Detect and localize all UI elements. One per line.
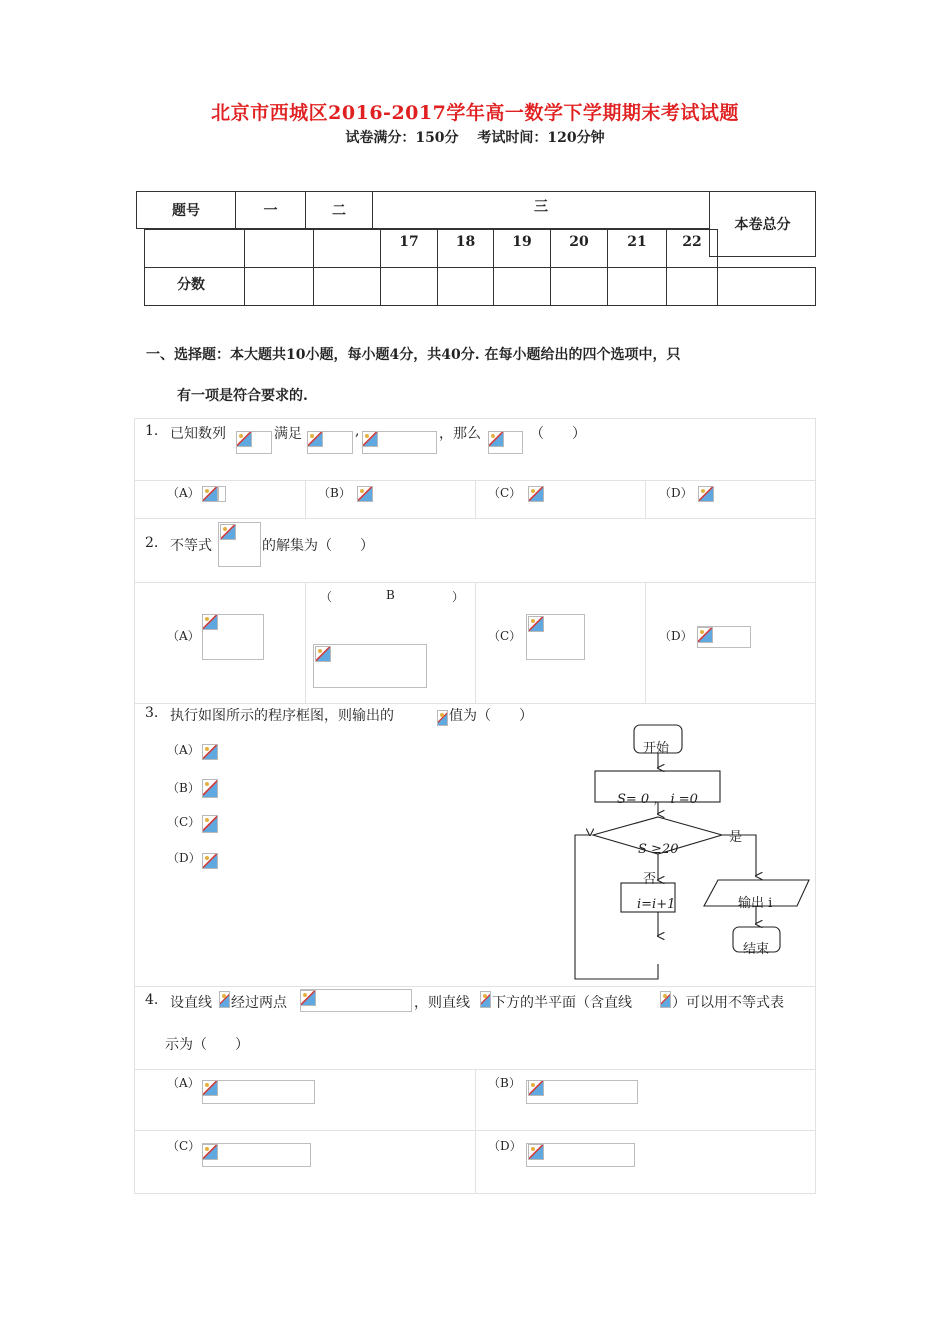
option-d-label[interactable]: （D）	[488, 1139, 522, 1153]
image-placeholder-icon	[219, 991, 230, 1008]
image-placeholder-icon	[362, 431, 378, 447]
section-heading-line2: 有一项是符合要求的.	[177, 388, 308, 404]
formula-image	[218, 486, 226, 502]
score-cell[interactable]	[437, 267, 494, 306]
flow-output-label: 输出 i	[738, 896, 773, 911]
image-placeholder-icon	[202, 1144, 218, 1160]
flowchart	[560, 718, 820, 986]
option-a-label[interactable]: （A）	[167, 743, 200, 757]
score-cell[interactable]	[666, 267, 718, 306]
question-text: ）可以用不等式表	[672, 995, 784, 1011]
question-text: ，那么	[439, 426, 481, 442]
table-header-section3: 三	[372, 191, 710, 229]
flow-inc-label: i=i+1	[637, 897, 676, 912]
image-placeholder-icon	[480, 991, 491, 1008]
question-text: 示为（ ）	[165, 1037, 249, 1053]
option-b-label[interactable]: B	[386, 588, 395, 602]
table-header-section1: 一	[235, 191, 306, 229]
table-cell-empty	[313, 229, 381, 268]
image-placeholder-icon	[528, 1080, 544, 1096]
question-number: 3.	[145, 705, 159, 721]
table-header-total: 本卷总分	[709, 191, 816, 257]
score-cell[interactable]	[550, 267, 608, 306]
table-cell-empty	[244, 229, 314, 268]
image-placeholder-icon	[315, 646, 331, 662]
option-b-paren-right: ）	[452, 590, 465, 604]
table-header-q18: 18	[437, 229, 494, 268]
flow-cond-label: S ≥20	[638, 842, 679, 857]
flow-yes-label: 是	[729, 830, 743, 845]
question-text: ，则直线	[414, 995, 470, 1011]
image-placeholder-icon	[236, 431, 252, 447]
option-c-label[interactable]: （C）	[488, 486, 522, 500]
option-d-label[interactable]: （D）	[659, 486, 693, 500]
table-header-q17: 17	[380, 229, 438, 268]
image-placeholder-icon	[202, 779, 218, 798]
question-text: 下方的半平面（含直线	[492, 995, 632, 1011]
answer-paren: （ ）	[530, 426, 586, 442]
option-c-label[interactable]: （C）	[167, 1139, 201, 1153]
question-text: 执行如图所示的程序框图，则输出的	[170, 708, 394, 724]
page-title: 北京市西城区2016-2017学年高一数学下学期期末考试试题	[211, 102, 739, 124]
option-c-label[interactable]: （C）	[488, 629, 522, 643]
image-placeholder-icon	[488, 431, 504, 447]
table-cell-empty	[144, 229, 245, 268]
table-header-q22: 22	[666, 229, 718, 268]
formula-image	[202, 1080, 315, 1104]
question-text: 设直线	[170, 995, 212, 1011]
question-text: 经过两点	[231, 995, 287, 1011]
score-cell[interactable]	[244, 267, 314, 306]
flow-no-label: 否	[643, 872, 657, 887]
option-d-label[interactable]: （D）	[167, 851, 201, 865]
image-placeholder-icon	[698, 486, 714, 502]
table-row-label-fenshu: 分数	[144, 267, 245, 306]
option-a-label[interactable]: （A）	[167, 629, 200, 643]
option-c-label[interactable]: （C）	[167, 815, 201, 829]
score-cell[interactable]	[313, 267, 381, 306]
option-a-label[interactable]: （A）	[167, 486, 200, 500]
option-d-label[interactable]: （D）	[659, 629, 693, 643]
score-cell-total[interactable]	[717, 267, 816, 306]
option-b-label[interactable]: （B）	[167, 781, 200, 795]
image-placeholder-icon	[660, 991, 671, 1008]
image-placeholder-icon	[300, 990, 316, 1006]
option-b-label[interactable]: （B）	[318, 486, 351, 500]
image-placeholder-icon	[357, 486, 373, 502]
question-number: 1.	[145, 423, 159, 439]
table-header-q19: 19	[493, 229, 551, 268]
image-placeholder-icon	[202, 853, 218, 869]
question-text: 不等式	[170, 538, 212, 554]
score-cell[interactable]	[607, 267, 667, 306]
image-placeholder-icon	[220, 524, 236, 540]
score-cell[interactable]	[493, 267, 551, 306]
table-header-q20: 20	[550, 229, 608, 268]
option-b-label[interactable]: （B）	[488, 1076, 521, 1090]
image-placeholder-icon	[528, 616, 544, 632]
exam-info: 试卷满分：150分 考试时间：120分钟	[345, 130, 605, 146]
image-placeholder-icon	[697, 627, 713, 643]
flow-start-label: 开始	[643, 741, 670, 756]
table-header-tihao: 题号	[136, 191, 236, 229]
question-text: 已知数列	[170, 426, 226, 442]
image-placeholder-icon	[528, 1144, 544, 1160]
question-text: ,	[355, 423, 360, 439]
flow-init-label: S= 0 ， i =0	[617, 792, 698, 807]
option-b-paren-left: （	[320, 590, 333, 604]
question-number: 4.	[145, 992, 159, 1008]
image-placeholder-icon	[202, 486, 218, 502]
image-placeholder-icon	[202, 1080, 218, 1096]
question-text: 的解集为（ ）	[262, 538, 374, 554]
image-placeholder-icon	[202, 744, 218, 760]
image-placeholder-icon	[202, 815, 218, 833]
question-text: 值为（ ）	[449, 708, 533, 724]
option-a-label[interactable]: （A）	[167, 1076, 200, 1090]
question-number: 2.	[145, 535, 159, 551]
image-placeholder-icon	[437, 710, 448, 726]
formula-image	[300, 989, 412, 1012]
score-cell[interactable]	[380, 267, 438, 306]
image-placeholder-icon	[202, 614, 218, 630]
table-header-section2: 二	[305, 191, 373, 229]
section-heading-line1: 一、选择题：本大题共10小题，每小题4分，共40分. 在每小题给出的四个选项中，只	[146, 347, 681, 363]
image-placeholder-icon	[307, 431, 323, 447]
flow-end-label: 结束	[743, 942, 770, 957]
image-placeholder-icon	[528, 486, 544, 502]
question-text: 满足	[274, 426, 302, 442]
formula-image	[202, 1143, 311, 1167]
table-header-q21: 21	[607, 229, 667, 268]
